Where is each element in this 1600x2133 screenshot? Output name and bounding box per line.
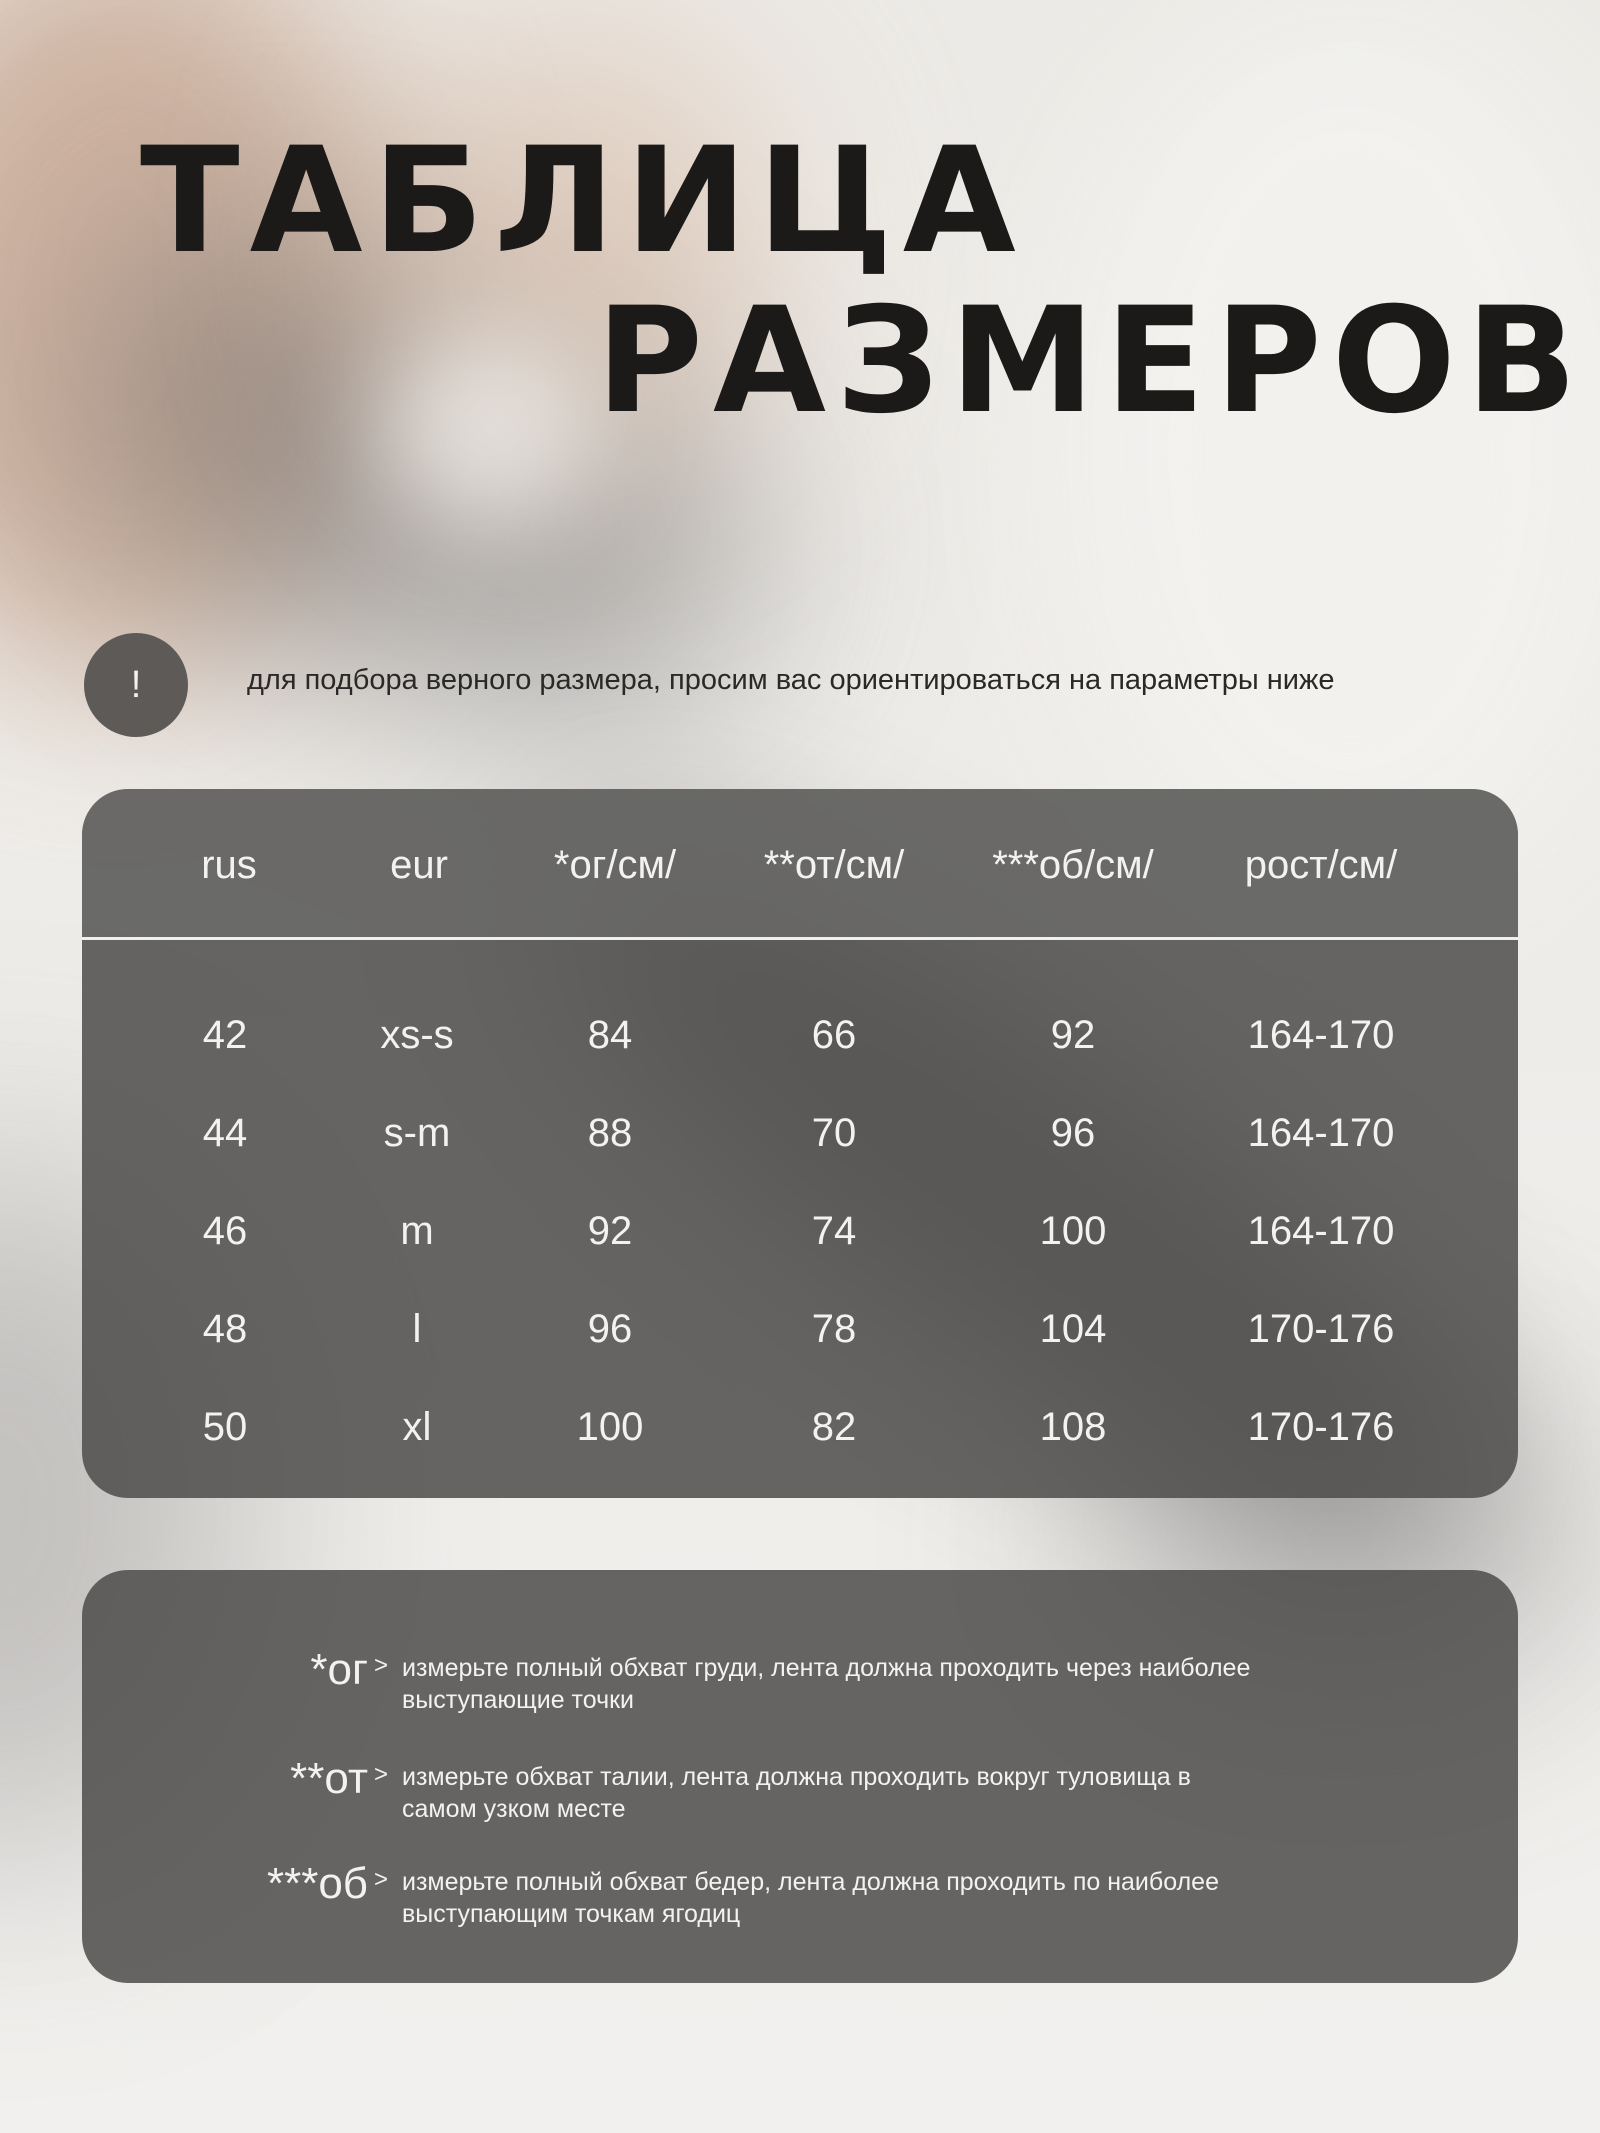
- table-cell: 48: [202, 1307, 248, 1351]
- table-header-cell: eur: [390, 843, 448, 887]
- table-header-cell: рост/см/: [1244, 843, 1398, 887]
- table-cell: 78: [811, 1307, 857, 1351]
- chevron-right-icon: >: [374, 1761, 389, 1788]
- table-cell: 96: [1050, 1111, 1096, 1155]
- table-cell: xs-s: [380, 1013, 454, 1057]
- table-cell: s-m: [383, 1111, 451, 1155]
- table-cell: 108: [1039, 1405, 1107, 1449]
- table-cell: 84: [587, 1013, 633, 1057]
- table-row: [82, 985, 1518, 1083]
- legend-description-line: измерьте полный обхват бедер, лента должна проходить по наиболее: [402, 1868, 1219, 1896]
- measurement-legend: [82, 1570, 1518, 1983]
- table-cell: xl: [402, 1405, 432, 1449]
- table-cell: 44: [202, 1111, 248, 1155]
- legend-term: **от: [290, 1754, 368, 1803]
- table-cell: 82: [811, 1405, 857, 1449]
- table-cell: 164-170: [1247, 1209, 1395, 1253]
- legend-description-line: самом узком месте: [402, 1795, 626, 1823]
- table-cell: 96: [587, 1307, 633, 1351]
- legend-description-line: выступающим точкам ягодиц: [402, 1900, 741, 1928]
- table-header-cell: *ог/см/: [553, 843, 677, 887]
- table-cell: 104: [1039, 1307, 1107, 1351]
- table-header-cell: **от/см/: [763, 843, 905, 887]
- table-cell: 170-176: [1247, 1405, 1395, 1449]
- table-row: [82, 1181, 1518, 1279]
- table-cell: 100: [1039, 1209, 1107, 1253]
- table-row: [82, 1083, 1518, 1181]
- table-header-row: [82, 789, 1518, 940]
- notice-text: для подбора верного размера, просим вас ориентироваться на параметры ниже: [247, 664, 1335, 696]
- table-cell: 42: [202, 1013, 248, 1057]
- table-cell: l: [412, 1307, 422, 1351]
- table-cell: 92: [1050, 1013, 1096, 1057]
- exclamation-icon: !: [84, 633, 188, 737]
- table-cell: 164-170: [1247, 1013, 1395, 1057]
- chevron-right-icon: >: [374, 1866, 389, 1893]
- table-cell: 74: [811, 1209, 857, 1253]
- legend-description: [402, 1652, 1402, 1716]
- page-title-line-2: РАЗМЕРОВ: [596, 276, 1588, 446]
- table-cell: 88: [587, 1111, 633, 1155]
- chevron-right-icon: >: [374, 1652, 389, 1679]
- table-cell: m: [400, 1209, 434, 1253]
- page-title-line-1: ТАБЛИЦА: [140, 116, 1026, 286]
- table-header-cell: rus: [201, 843, 257, 887]
- table-cell: 92: [587, 1209, 633, 1253]
- table-cell: 50: [202, 1405, 248, 1449]
- table-cell: 170-176: [1247, 1307, 1395, 1351]
- table-cell: 66: [811, 1013, 857, 1057]
- legend-description: [402, 1761, 1402, 1825]
- legend-description: [402, 1866, 1402, 1930]
- table-cell: 164-170: [1247, 1111, 1395, 1155]
- legend-description-line: измерьте обхват талии, лента должна проходить вокруг туловища в: [402, 1763, 1191, 1791]
- legend-term: *ог: [310, 1645, 368, 1694]
- legend-term: ***об: [266, 1859, 368, 1908]
- table-cell: 70: [811, 1111, 857, 1155]
- table-cell: 46: [202, 1209, 248, 1253]
- table-row: [82, 1377, 1518, 1475]
- table-cell: 100: [576, 1405, 644, 1449]
- size-table: [82, 789, 1518, 1498]
- table-row: [82, 1279, 1518, 1377]
- table-header-cell: ***об/см/: [992, 843, 1154, 887]
- legend-description-line: измерьте полный обхват груди, лента должна проходить через наиболее: [402, 1654, 1251, 1682]
- legend-description-line: выступающие точки: [402, 1686, 635, 1714]
